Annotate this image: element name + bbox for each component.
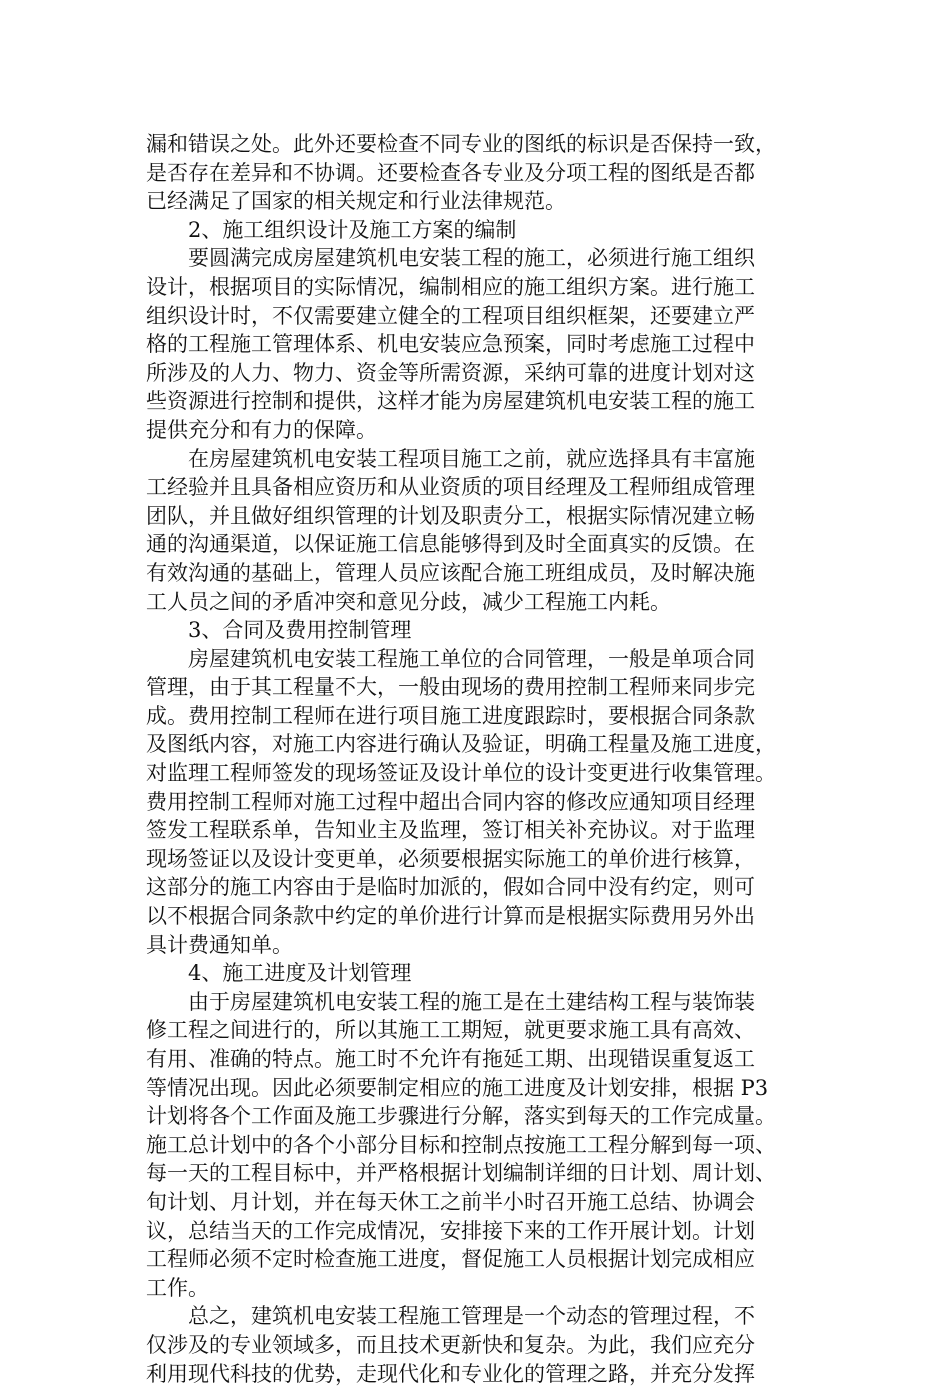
text-line: 所涉及的人力、物力、资金等所需资源，采纳可靠的进度计划对这: [146, 360, 755, 385]
text-line: 设计，根据项目的实际情况，编制相应的施工组织方案。进行施工: [146, 274, 755, 299]
text-line: 是否存在差异和不协调。还要检查各专业及分项工程的图纸是否都: [146, 160, 755, 185]
text-line: 这部分的施工内容由于是临时加派的，假如合同中没有约定，则可: [146, 875, 755, 900]
paragraph-first-line: 在房屋建筑机电安装工程项目施工之前，就应选择具有丰富施: [188, 446, 755, 471]
text-line: 现场签证以及设计变更单，必须要根据实际施工的单价进行核算，: [146, 846, 755, 871]
text-line: 有效沟通的基础上，管理人员应该配合施工班组成员，及时解决施: [146, 560, 755, 585]
paragraph-first-line: 3、合同及费用控制管理: [188, 618, 412, 643]
paragraph-first-line: 由于房屋建筑机电安装工程的施工是在土建结构工程与装饰装: [188, 989, 755, 1014]
text-line: 计划将各个工作面及施工步骤进行分解，落实到每天的工作完成量。: [146, 1104, 776, 1129]
text-line: 修工程之间进行的，所以其施工工期短，就更要求施工具有高效、: [146, 1018, 755, 1043]
text-line: 已经满足了国家的相关规定和行业法律规范。: [146, 189, 566, 214]
text-line: 组织设计时，不仅需要建立健全的工程项目组织框架，还要建立严: [146, 303, 755, 328]
text-line: 旬计划、月计划，并在每天休工之前半小时召开施工总结、协调会: [146, 1189, 755, 1214]
text-line: 工作。: [146, 1275, 209, 1300]
text-line: 工程师必须不定时检查施工进度，督促施工人员根据计划完成相应: [146, 1247, 755, 1272]
paragraph-first-line: 2、施工组织设计及施工方案的编制: [188, 217, 517, 242]
text-line: 团队，并且做好组织管理的计划及职责分工，根据实际情况建立畅: [146, 503, 755, 528]
text-line: 费用控制工程师对施工过程中超出合同内容的修改应通知项目经理: [146, 789, 755, 814]
paragraph-first-line: 总之，建筑机电安装工程施工管理是一个动态的管理过程，不: [188, 1304, 755, 1329]
text-line: 以不根据合同条款中约定的单价进行计算而是根据实际费用另外出: [146, 904, 755, 929]
document-body: [146, 130, 806, 1388]
text-line: 每一天的工程目标中，并严格根据计划编制详细的日计划、周计划、: [146, 1161, 776, 1186]
text-line: 有用、准确的特点。施工时不允许有拖延工期、出现错误重复返工: [146, 1047, 755, 1071]
text-line: 通的沟通渠道，以保证施工信息能够得到及时全面真实的反馈。在: [146, 532, 755, 557]
text-line: 格的工程施工管理体系、机电安装应急预案，同时考虑施工过程中: [146, 332, 755, 357]
text-line: 管理，由于其工程量不大，一般由现场的费用控制工程师来同步完: [146, 675, 755, 700]
text-line: 对监理工程师签发的现场签证及设计单位的设计变更进行收集管理。: [146, 761, 776, 786]
text-line: 签发工程联系单，告知业主及监理，签订相关补充协议。对于监理: [146, 818, 755, 843]
text-line: 议，总结当天的工作完成情况，安排接下来的工作开展计划。计划: [146, 1218, 755, 1243]
paragraph-first-line: 4、施工进度及计划管理: [188, 961, 412, 986]
text-line: 等情况出现。因此必须要制定相应的施工进度及计划安排，根据 P3: [146, 1075, 769, 1100]
text-line: 具计费通知单。: [146, 932, 293, 957]
text-line: 成。费用控制工程师在进行项目施工进度跟踪时，要根据合同条款: [146, 703, 755, 728]
paragraph-first-line: 要圆满完成房屋建筑机电安装工程的施工，必须进行施工组织: [188, 246, 755, 271]
text-line: 利用现代科技的优势，走现代化和专业化的管理之路，并充分发挥: [146, 1361, 755, 1386]
text-line: 漏和错误之处。此外还要检查不同专业的图纸的标识是否保持一致，: [146, 132, 776, 156]
text-line: 及图纸内容，对施工内容进行确认及验证，明确工程量及施工进度，: [146, 732, 776, 757]
text-line: 工人员之间的矛盾冲突和意见分歧，减少工程施工内耗。: [146, 589, 671, 614]
text-line: 仅涉及的专业领域多，而且技术更新快和复杂。为此，我们应充分: [146, 1332, 755, 1357]
text-line: 提供充分和有力的保障。: [146, 417, 377, 442]
text-line: 工经验并且具备相应资历和从业资质的项目经理及工程师组成管理: [146, 475, 755, 500]
paragraph-first-line: 房屋建筑机电安装工程施工单位的合同管理，一般是单项合同: [188, 646, 755, 671]
text-line: 施工总计划中的各个小部分目标和控制点按施工工程分解到每一项、: [146, 1132, 776, 1157]
text-line: 些资源进行控制和提供，这样才能为房屋建筑机电安装工程的施工: [146, 389, 755, 414]
